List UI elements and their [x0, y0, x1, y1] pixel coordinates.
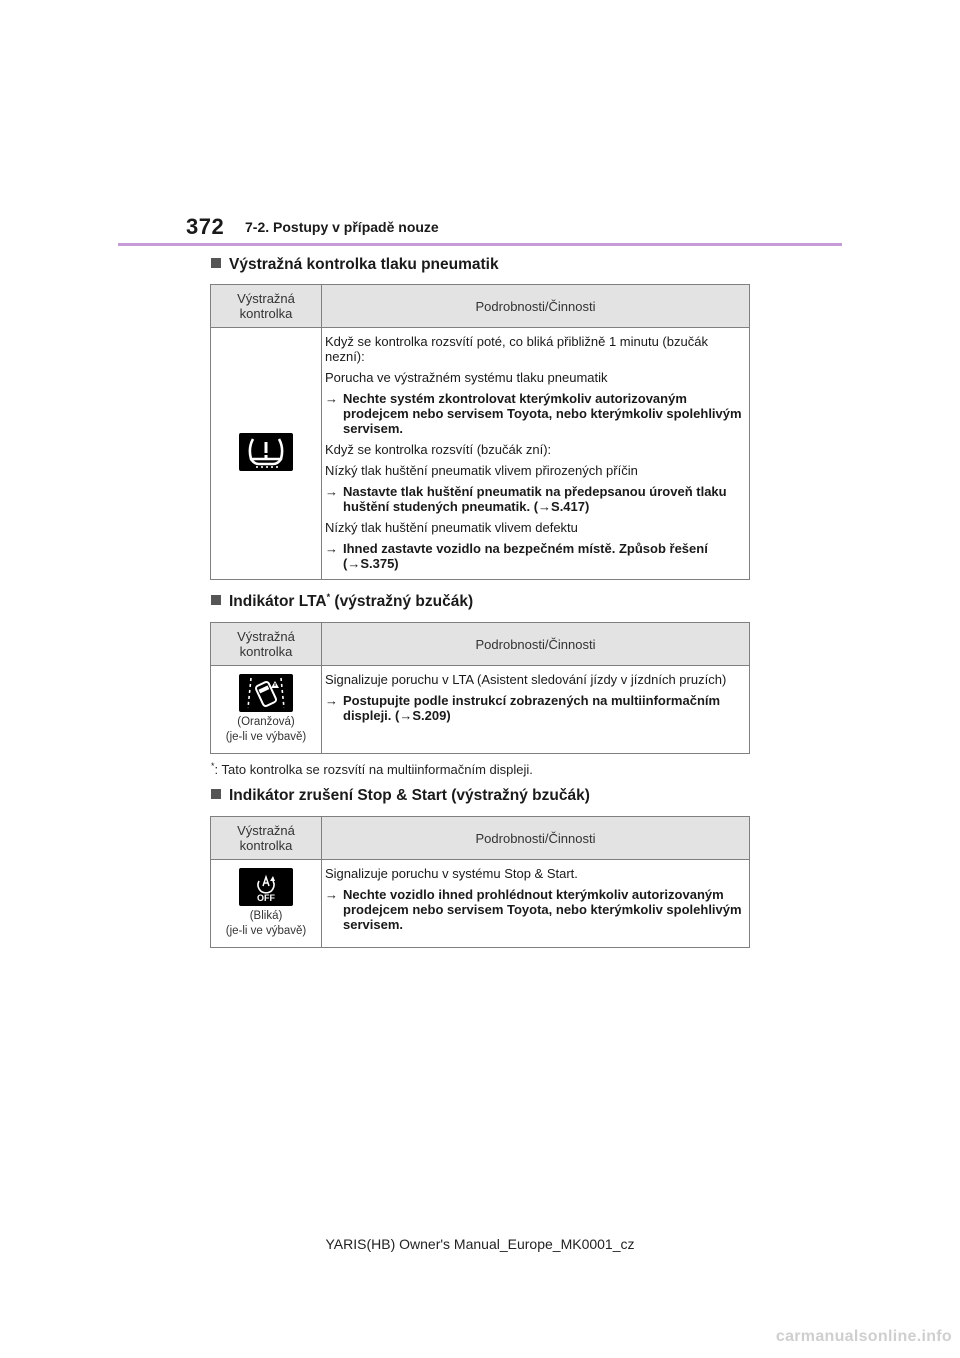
icon-cell — [211, 328, 322, 580]
table-header-row — [211, 285, 750, 328]
detail-text: Signalizuje poruchu v systému Stop & Start. — [325, 866, 578, 881]
action-line — [325, 391, 743, 436]
detail-text: Nízký tlak huštění pneumatik vlivem defektu — [325, 520, 578, 535]
bullet-square-icon — [211, 595, 221, 605]
header-warning-light: Výstražná kontrolka — [211, 817, 322, 860]
tire-pressure-warning-icon — [239, 433, 293, 471]
heading-footnote-marker: * — [326, 592, 331, 602]
action-text: Nechte vozidlo ihned prohlédnout kterýmkoliv autorizovaným prodejcem nebo servisem Toyota, nebo kterýmkoliv spolehlivým servisem. — [343, 887, 742, 932]
arrow-icon: → — [325, 887, 338, 902]
header-details: Podrobnosti/Činnosti — [322, 623, 750, 666]
table-header-row — [211, 817, 750, 860]
footnote-marker: * — [211, 761, 215, 771]
section-heading-suffix: (výstražný bzučák) — [330, 593, 474, 610]
action-text: Nechte systém zkontrolovat kterýmkoliv autorizovaným prodejcem nebo servisem Toyota, nebo kterýmkoliv spolehlivým servisem. — [343, 391, 742, 436]
table-row — [211, 666, 750, 754]
action-line — [325, 484, 743, 514]
icon-cell — [211, 860, 322, 948]
table-header-row — [211, 623, 750, 666]
action-text: Ihned zastavte vozidlo na bezpečném místě. Způsob řešení (→S.375) — [343, 541, 708, 571]
section-heading-text: Výstražná kontrolka tlaku pneumatik — [229, 256, 499, 273]
header-details: Podrobnosti/Činnosti — [322, 817, 750, 860]
bullet-square-icon — [211, 789, 221, 799]
off-label: OFF — [257, 893, 275, 903]
action-line — [325, 541, 743, 571]
section-heading-lta — [211, 593, 473, 611]
table-row — [211, 328, 750, 580]
icon-color-note: (Oranžová) — [237, 716, 295, 728]
stop-start-off-icon — [239, 868, 293, 906]
detail-text: Když se kontrolka rozsvítí poté, co bliká přibližně 1 minutu (bzučák nezní): — [325, 334, 708, 364]
action-line — [325, 693, 743, 723]
arrow-icon: → — [325, 391, 338, 406]
section-heading-text: Indikátor LTA — [229, 593, 327, 610]
arrow-icon: → — [325, 484, 338, 499]
section-heading-stop-start — [211, 787, 590, 805]
detail-text: Nízký tlak huštění pneumatik vlivem přirozených příčin — [325, 463, 638, 478]
details-cell — [322, 328, 750, 580]
action-text: Postupujte podle instrukcí zobrazených na multiinformačním displeji. (→S.209) — [343, 693, 721, 723]
arrow-icon: → — [325, 541, 338, 556]
icon-availability-note: (je-li ve výbavě) — [225, 731, 307, 743]
stop-start-table — [210, 816, 750, 948]
icon-availability-note: (je-li ve výbavě) — [225, 925, 307, 937]
detail-text: Signalizuje poruchu v LTA (Asistent sledování jízdy v jízdních pruzích) — [325, 672, 727, 687]
arrow-icon: → — [325, 693, 338, 708]
table-row — [211, 860, 750, 948]
bullet-square-icon — [211, 258, 221, 268]
chapter-title: 7-2. Postupy v případě nouze — [245, 219, 439, 235]
header-rule — [118, 243, 842, 246]
page-number: 372 — [186, 214, 225, 239]
header-details: Podrobnosti/Činnosti — [322, 285, 750, 328]
footer-manual-id: YARIS(HB) Owner's Manual_Europe_MK0001_cz — [325, 1236, 635, 1252]
details-cell — [322, 666, 750, 754]
section-heading-text: Indikátor zrušení Stop & Start (výstražný bzučák) — [229, 787, 590, 804]
detail-text: Porucha ve výstražném systému tlaku pneumatik — [325, 370, 608, 385]
detail-text: Když se kontrolka rozsvítí (bzučák zní): — [325, 442, 552, 457]
action-text: Nastavte tlak huštění pneumatik na předepsanou úroveň tlaku huštění studených pneumatik. (→S.417) — [343, 484, 727, 514]
details-cell — [322, 860, 750, 948]
icon-state-note: (Bliká) — [249, 910, 283, 922]
lta-table — [210, 622, 750, 754]
tire-pressure-table — [210, 284, 750, 580]
footnote — [211, 762, 533, 777]
action-line — [325, 887, 743, 932]
watermark: carmanualsonline.info — [775, 1328, 952, 1345]
section-heading-tire-pressure — [211, 256, 499, 274]
lta-steering-warning-icon — [239, 674, 293, 712]
icon-cell — [211, 666, 322, 754]
header-warning-light: Výstražná kontrolka — [211, 623, 322, 666]
header-warning-light: Výstražná kontrolka — [211, 285, 322, 328]
footnote-text: : Tato kontrolka se rozsvítí na multiinformačním displeji. — [214, 762, 533, 777]
